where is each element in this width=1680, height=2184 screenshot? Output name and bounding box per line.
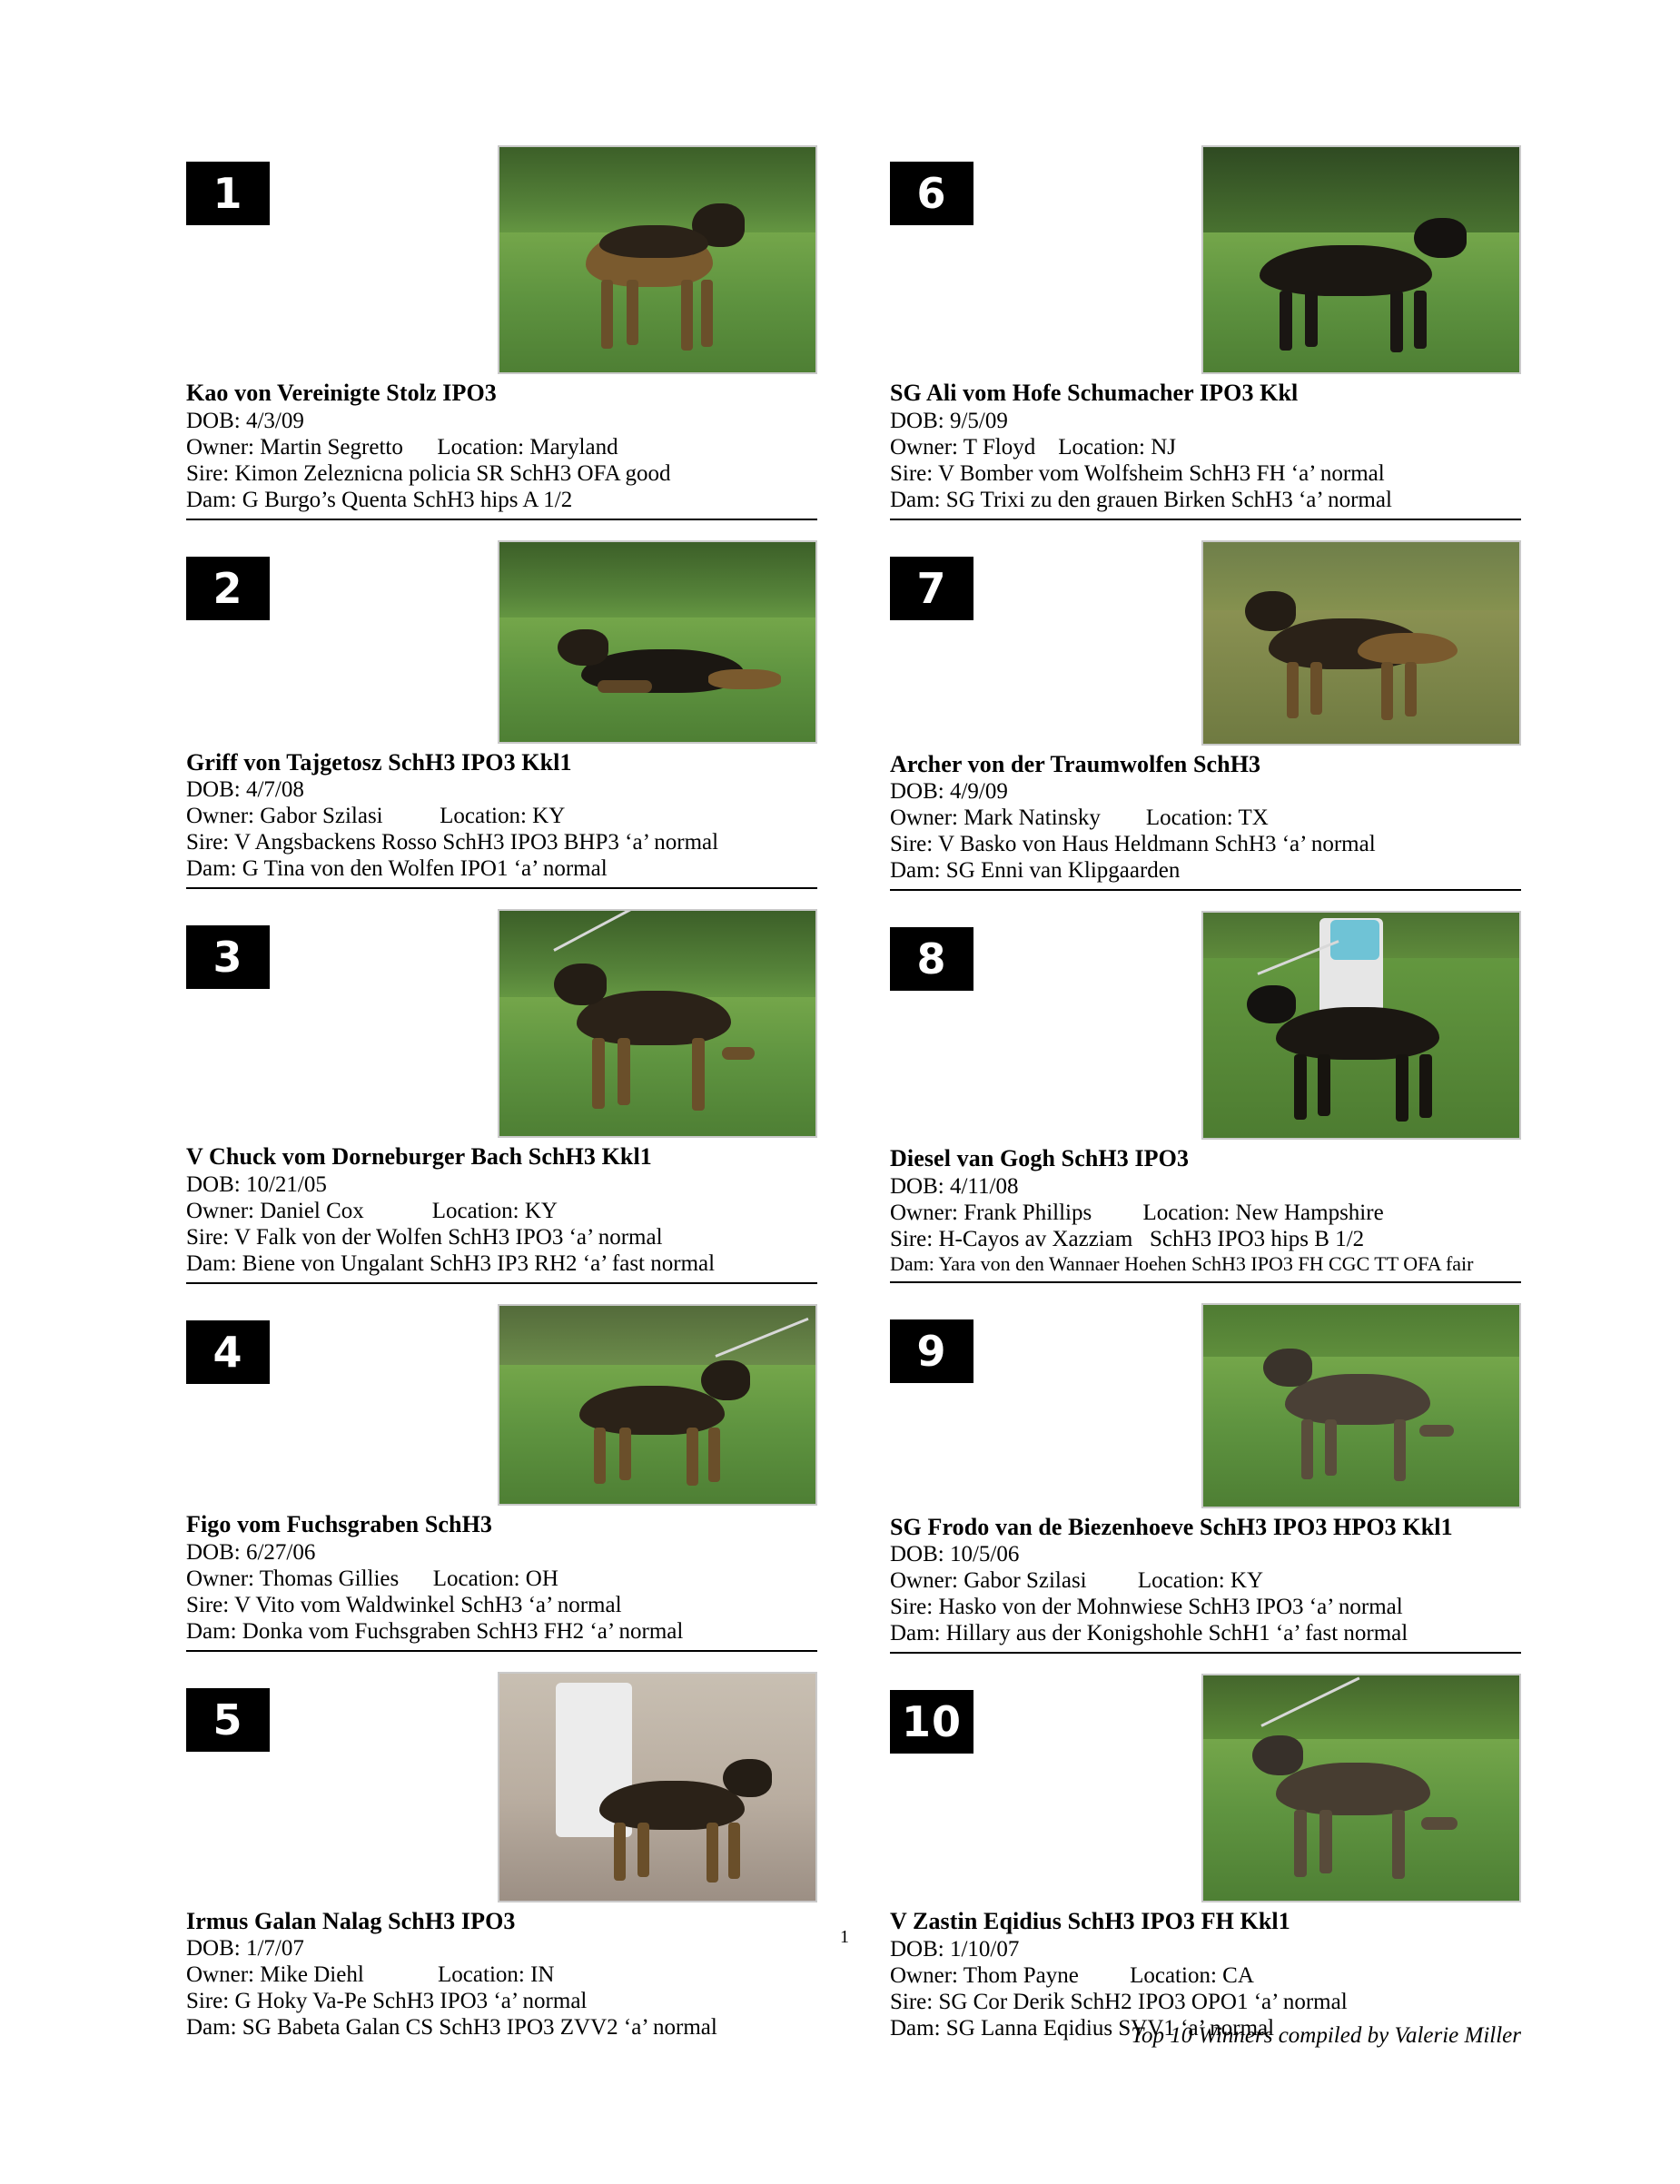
column-right: [890, 145, 1521, 2051]
dog-entry: [890, 540, 1521, 903]
dog-sire: Sire: V Bomber vom Wolfsheim SchH3 FH ‘a’ normal: [890, 460, 1385, 486]
dog-sire: Sire: V Vito vom Waldwinkel SchH3 ‘a’ normal: [186, 1592, 622, 1617]
dog-name: Griff von Tajgetosz SchH3 IPO3 Kkl1: [186, 748, 572, 776]
dog-caption: [890, 1145, 1521, 1275]
dog-sire: Sire: Kimon Zeleznicna policia SR SchH3 OFA good: [186, 460, 671, 486]
rank-badge: 7: [890, 557, 973, 620]
entry-header-row: [890, 1303, 1521, 1508]
dog-dob: DOB: 6/27/06: [186, 1539, 316, 1565]
entry-header-row: [186, 540, 817, 744]
dog-owner-location: Owner: Mark Natinsky Location: TX: [890, 805, 1269, 831]
dog-owner-location: Owner: Daniel Cox Location: KY: [186, 1199, 558, 1224]
dog-name: Figo vom Fuchsgraben SchH3: [186, 1511, 493, 1538]
entry-divider: [890, 1281, 1521, 1283]
rank-badge: 8: [890, 927, 973, 991]
entry-header-row: [890, 145, 1521, 374]
entry-divider: [890, 1652, 1521, 1654]
dog-dob: DOB: 4/7/08: [186, 777, 304, 803]
dog-dob: DOB: 10/5/06: [890, 1542, 1020, 1567]
dog-dam: Dam: G Burgo’s Quenta SchH3 hips A 1/2: [186, 487, 573, 512]
dog-name: V Zastin Eqidius SchH3 IPO3 FH Kkl1: [890, 1908, 1290, 1935]
page-number: 1: [840, 1927, 849, 1947]
dog-caption: [890, 1908, 1521, 2041]
dog-dam: Dam: Yara von den Wannaer Hoehen SchH3 IPO3 FH CGC TT OFA fair: [890, 1252, 1474, 1276]
dog-caption: [890, 1514, 1521, 1647]
rank-badge: 2: [186, 557, 270, 620]
dog-owner-location: Owner: Mike Diehl Location: IN: [186, 1962, 555, 1988]
dog-photo: [1201, 145, 1521, 374]
dog-dob: DOB: 9/5/09: [890, 408, 1008, 433]
entry-divider: [186, 1650, 817, 1652]
dog-dam: Dam: SG Enni van Klipgaarden: [890, 858, 1181, 884]
dog-dam: Dam: SG Trixi zu den grauen Birken SchH3 ‘a’ normal: [890, 487, 1392, 512]
entry-divider: [186, 887, 817, 889]
dog-owner-location: Owner: Martin Segretto Location: Maryland: [186, 434, 618, 460]
dog-owner-location: Owner: Gabor Szilasi Location: KY: [186, 804, 566, 829]
dog-sire: Sire: V Basko von Haus Heldmann SchH3 ‘a’ normal: [890, 832, 1376, 857]
dog-dam: Dam: Donka vom Fuchsgraben SchH3 FH2 ‘a’ normal: [186, 1618, 684, 1644]
dog-photo: [498, 540, 817, 744]
column-left: [186, 145, 817, 2051]
dog-name: V Chuck vom Dorneburger Bach SchH3 Kkl1: [186, 1143, 652, 1171]
entry-header-row: [186, 1304, 817, 1506]
dog-sire: Sire: Hasko von der Mohnwiese SchH3 IPO3 ‘a’ normal: [890, 1595, 1403, 1620]
entry-header-row: [186, 145, 817, 374]
dog-entry: [186, 909, 817, 1295]
footer-credit: Top 10 Winners compiled by Valerie Miller: [1131, 2023, 1521, 2048]
dog-entry: [890, 145, 1521, 531]
entry-header-row: [186, 1672, 817, 1902]
entry-columns: [186, 145, 1521, 2051]
dog-sire: Sire: H-Cayos av Xazziam SchH3 IPO3 hips B 1/2: [890, 1227, 1365, 1252]
dog-photo: [1201, 540, 1521, 746]
dog-photo: [1201, 1303, 1521, 1508]
entry-header-row: [186, 909, 817, 1138]
dog-caption: [186, 1143, 817, 1277]
dog-name: Irmus Galan Nalag SchH3 IPO3: [186, 1907, 516, 1934]
dog-photo: [498, 145, 817, 374]
dog-entry: [890, 911, 1521, 1293]
dog-sire: Sire: SG Cor Derik SchH2 IPO3 OPO1 ‘a’ normal: [890, 1989, 1348, 2014]
dog-photo: [498, 909, 817, 1138]
dog-dob: DOB: 4/9/09: [890, 779, 1008, 805]
dog-name: Diesel van Gogh SchH3 IPO3: [890, 1145, 1190, 1172]
dog-caption: [186, 1908, 817, 2041]
dog-dob: DOB: 4/3/09: [186, 408, 304, 433]
entry-divider: [890, 889, 1521, 891]
dog-caption: [186, 1511, 817, 1645]
dog-name: Kao von Vereinigte Stolz IPO3: [186, 380, 497, 406]
dog-dam: Dam: SG Babeta Galan CS SchH3 IPO3 ZVV2 ‘a’ normal: [186, 2015, 717, 2041]
dog-entry: [186, 540, 817, 901]
dog-owner-location: Owner: Frank Phillips Location: New Hampshire: [890, 1201, 1384, 1226]
dog-owner-location: Owner: Thomas Gillies Location: OH: [186, 1566, 558, 1591]
dog-dam: Dam: G Tina von den Wolfen IPO1 ‘a’ normal: [186, 856, 608, 882]
dog-dob: DOB: 4/11/08: [890, 1174, 1019, 1200]
dog-entry: [890, 1303, 1521, 1665]
rank-badge: 3: [186, 925, 270, 989]
dog-caption: [186, 380, 817, 513]
entry-divider: [186, 1282, 817, 1284]
dog-photo: [498, 1672, 817, 1902]
dog-photo: [1201, 911, 1521, 1140]
dog-caption: [890, 380, 1521, 513]
dog-sire: Sire: V Angsbackens Rosso SchH3 IPO3 BHP3 ‘a’ normal: [186, 830, 719, 855]
entry-header-row: [890, 1674, 1521, 1902]
dog-dob: DOB: 1/10/07: [890, 1936, 1020, 1962]
rank-badge: 6: [890, 162, 973, 225]
dog-photo: [1201, 1674, 1521, 1902]
entry-divider: [186, 519, 817, 520]
dog-dam: Dam: Biene von Ungalant SchH3 IP3 RH2 ‘a’ fast normal: [186, 1251, 716, 1277]
dog-dam: Dam: SG Lanna Eqidius SVV1 ‘a’ normal: [890, 2015, 1275, 2041]
dog-name: Archer von der Traumwolfen SchH3: [890, 750, 1261, 777]
dog-entry: [186, 1672, 817, 2041]
dog-entry: [890, 1674, 1521, 2041]
rank-badge: 10: [890, 1690, 973, 1754]
dog-owner-location: Owner: T Floyd Location: NJ: [890, 434, 1177, 460]
dog-owner-location: Owner: Gabor Szilasi Location: KY: [890, 1568, 1264, 1594]
dog-dob: DOB: 1/7/07: [186, 1936, 304, 1962]
dog-caption: [186, 749, 817, 883]
dog-photo: [498, 1304, 817, 1506]
dog-dam: Dam: Hillary aus der Konigshohle SchH1 ‘a’ fast normal: [890, 1621, 1408, 1646]
entry-divider: [890, 519, 1521, 520]
dog-entry: [186, 145, 817, 531]
dog-entry: [186, 1304, 817, 1663]
dog-sire: Sire: G Hoky Va-Pe SchH3 IPO3 ‘a’ normal: [186, 1989, 588, 2014]
rank-badge: 5: [186, 1688, 270, 1752]
dog-name: SG Ali vom Hofe Schumacher IPO3 Kkl: [890, 380, 1299, 406]
rank-badge: 9: [890, 1319, 973, 1383]
entry-header-row: [890, 540, 1521, 746]
dog-caption: [890, 751, 1521, 884]
dog-dob: DOB: 10/21/05: [186, 1172, 327, 1198]
entry-header-row: [890, 911, 1521, 1140]
rank-badge: 1: [186, 162, 270, 225]
dog-owner-location: Owner: Thom Payne Location: CA: [890, 1962, 1254, 1988]
dog-sire: Sire: V Falk von der Wolfen SchH3 IPO3 ‘a’ normal: [186, 1225, 663, 1250]
dog-name: SG Frodo van de Biezenhoeve SchH3 IPO3 HPO3 Kkl1: [890, 1513, 1453, 1540]
rank-badge: 4: [186, 1320, 270, 1384]
